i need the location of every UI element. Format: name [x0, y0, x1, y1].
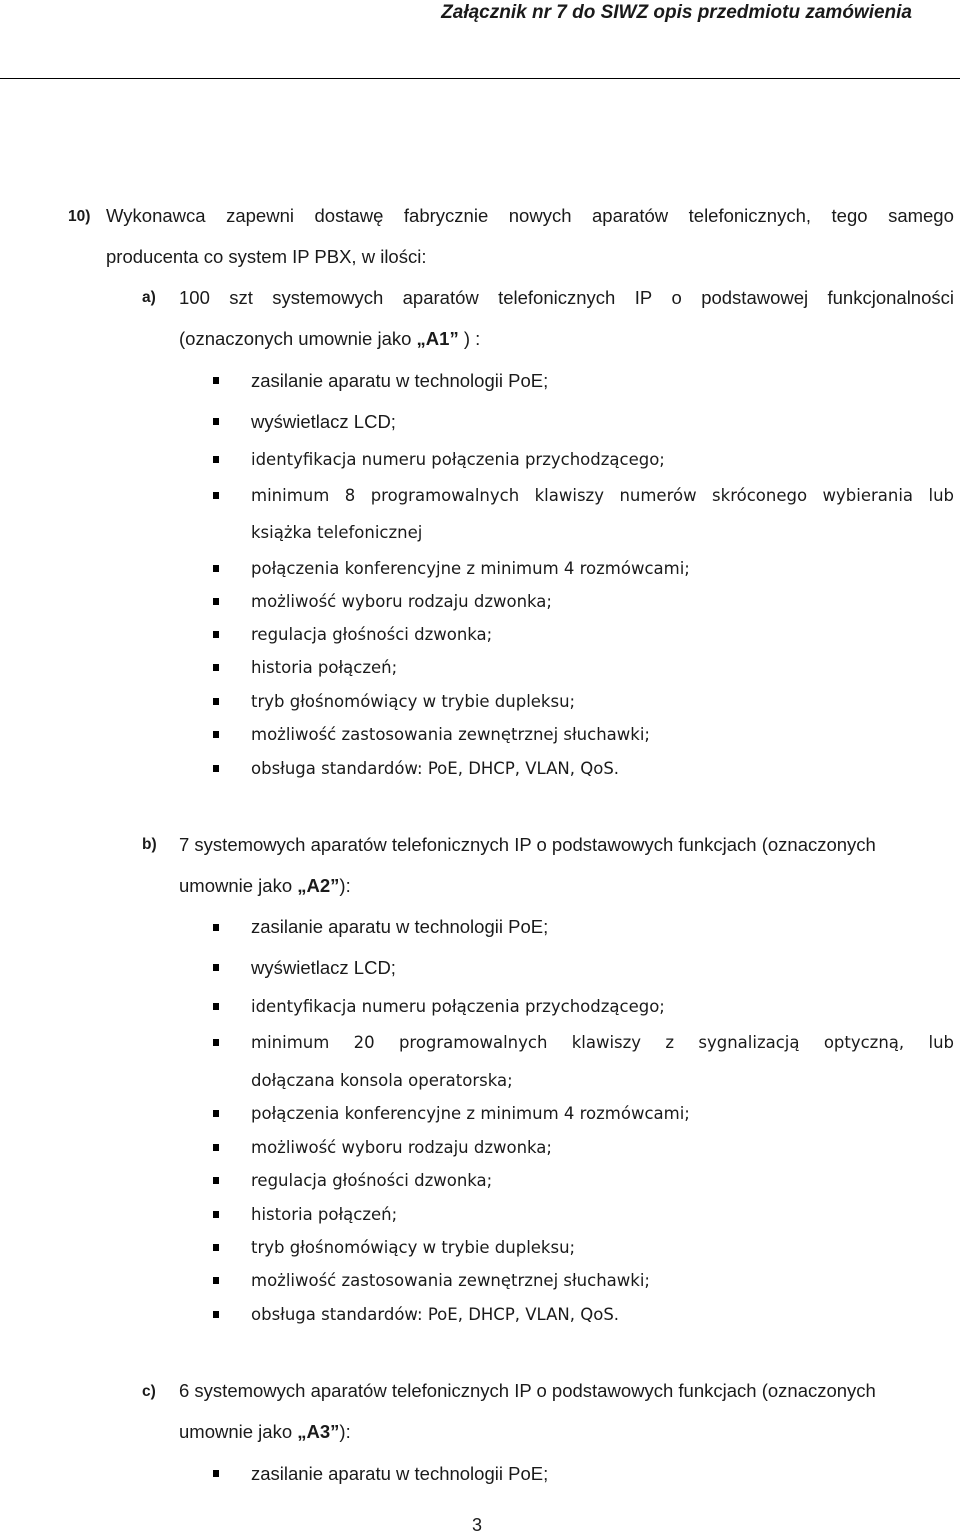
item-a-feature: minimum 8 programowalnych klawiszy numerów skróconego wybierania lub: [251, 486, 954, 505]
item-b-feature: regulacja głośności dzwonka;: [251, 1171, 493, 1190]
bullet-icon: [213, 492, 219, 499]
bullet-icon: [213, 1003, 219, 1010]
bullet-icon: [213, 598, 219, 605]
bullet-icon: [213, 1039, 219, 1046]
item-a-feature: tryb głośnomówiący w trybie dupleksu;: [251, 692, 576, 711]
bullet-icon: [213, 1144, 219, 1151]
item-a-word: o: [671, 287, 682, 308]
item-b-feature: zasilanie aparatu w technologii PoE;: [251, 916, 549, 937]
bullet-icon: [213, 731, 219, 738]
item-b-feature-word: lub: [928, 1033, 954, 1052]
item-b-feature-justified: [251, 1031, 954, 1055]
intro-word: aparatów: [592, 205, 669, 226]
bullet-icon: [213, 1177, 219, 1184]
item-a-word: aparatów: [402, 287, 479, 308]
item-b-marker: b): [142, 836, 157, 853]
item-c-line-2: [179, 1420, 351, 1444]
item-b-line-2: [179, 874, 351, 898]
header-divider: [0, 78, 960, 79]
item-c-marker: c): [142, 1383, 156, 1400]
item-a-line-2-prefix: (oznaczonych umownie jako: [179, 328, 417, 349]
item-c-line-2-prefix: umownie jako: [179, 1421, 298, 1442]
bullet-icon: [213, 1311, 219, 1318]
intro-word: samego: [888, 205, 954, 226]
item-b-feature: historia połączeń;: [251, 1205, 398, 1224]
item-a-word: funkcjonalności: [827, 287, 954, 308]
intro-word: dostawę: [314, 205, 384, 226]
item-a-feature: połączenia konferencyjne z minimum 4 rozmówcami;: [251, 559, 690, 578]
item-b-feature-continuation: dołączana konsola operatorska;: [251, 1071, 513, 1090]
item-b-feature: możliwość zastosowania zewnętrznej słuchawki;: [251, 1271, 650, 1290]
bullet-icon: [213, 377, 219, 384]
item-a-word: systemowych: [272, 287, 384, 308]
item-a-code: „A1”: [416, 328, 459, 349]
item-b-feature-word: optyczną,: [823, 1033, 905, 1052]
item-c-feature: zasilanie aparatu w technologii PoE;: [251, 1463, 549, 1484]
item-c-code: „A3”: [297, 1421, 340, 1442]
item-b-feature-word: z: [665, 1033, 675, 1052]
item-a-feature: możliwość wyboru rodzaju dzwonka;: [251, 592, 552, 611]
intro-word: zapewni: [226, 205, 294, 226]
item-c-line-1: 6 systemowych aparatów telefonicznych IP o podstawowych funkcjach (oznaczonych: [179, 1380, 876, 1401]
item-a-feature: historia połączeń;: [251, 658, 398, 677]
item-b-line-2-prefix: umownie jako: [179, 875, 298, 896]
item-b-feature: możliwość wyboru rodzaju dzwonka;: [251, 1138, 552, 1157]
item-b-feature: połączenia konferencyjne z minimum 4 rozmówcami;: [251, 1104, 690, 1123]
intro-word: nowych: [508, 205, 572, 226]
section-intro-line-2: producenta co system IP PBX, w ilości:: [106, 246, 427, 267]
item-a-word: IP: [634, 287, 653, 308]
bullet-icon: [213, 1211, 219, 1218]
document-header-title: Załącznik nr 7 do SIWZ opis przedmiotu zamówienia: [441, 2, 912, 23]
bullet-icon: [213, 1277, 219, 1284]
item-a-word: szt: [229, 287, 253, 308]
item-b-line-1: 7 systemowych aparatów telefonicznych IP o podstawowych funkcjach (oznaczonych: [179, 834, 876, 855]
bullet-icon: [213, 698, 219, 705]
bullet-icon: [213, 631, 219, 638]
item-b-feature: wyświetlacz LCD;: [251, 957, 396, 978]
item-a-feature: regulacja głośności dzwonka;: [251, 625, 493, 644]
item-b-line-2-suffix: ):: [339, 875, 351, 896]
item-a-feature: obsługa standardów: PoE, DHCP, VLAN, QoS.: [251, 759, 620, 778]
intro-word: Wykonawca: [106, 205, 206, 226]
bullet-icon: [213, 1244, 219, 1251]
item-a-marker: a): [142, 289, 156, 306]
item-a-feature-continuation: książka telefonicznej: [251, 523, 423, 542]
page-number: 3: [472, 1515, 483, 1535]
bullet-icon: [213, 1470, 219, 1477]
item-b-feature-word: klawiszy: [571, 1033, 642, 1052]
item-b-feature: identyfikacja numeru połączenia przychodzącego;: [251, 997, 665, 1016]
bullet-icon: [213, 456, 219, 463]
item-a-line-1: [179, 286, 954, 310]
item-a-feature: zasilanie aparatu w technologii PoE;: [251, 370, 549, 391]
item-a-line-2: [179, 327, 480, 351]
item-b-feature: obsługa standardów: PoE, DHCP, VLAN, QoS.: [251, 1305, 620, 1324]
item-b-feature-word: 20: [353, 1033, 375, 1052]
item-b-feature-word: minimum: [251, 1033, 330, 1052]
bullet-icon: [213, 565, 219, 572]
item-a-line-2-suffix: ) :: [458, 328, 481, 349]
item-b-feature-word: sygnalizacją: [698, 1033, 800, 1052]
item-a-feature: wyświetlacz LCD;: [251, 411, 396, 432]
bullet-icon: [213, 964, 219, 971]
section-intro-line-1: [106, 204, 954, 228]
item-a-word: 100: [179, 287, 210, 308]
intro-word: fabrycznie: [403, 205, 489, 226]
intro-word: telefonicznych,: [688, 205, 812, 226]
item-b-feature-word: programowalnych: [398, 1033, 548, 1052]
item-b-code: „A2”: [297, 875, 340, 896]
item-a-feature: możliwość zastosowania zewnętrznej słuchawki;: [251, 725, 650, 744]
item-a-word: telefonicznych: [498, 287, 616, 308]
item-a-word: podstawowej: [701, 287, 809, 308]
item-c-line-2-suffix: ):: [339, 1421, 351, 1442]
bullet-icon: [213, 765, 219, 772]
item-a-feature: identyfikacja numeru połączenia przychodzącego;: [251, 450, 665, 469]
bullet-icon: [213, 664, 219, 671]
item-b-feature: tryb głośnomówiący w trybie dupleksu;: [251, 1238, 576, 1257]
bullet-icon: [213, 924, 219, 931]
bullet-icon: [213, 1110, 219, 1117]
section-number: 10): [68, 208, 91, 225]
intro-word: tego: [831, 205, 868, 226]
bullet-icon: [213, 418, 219, 425]
